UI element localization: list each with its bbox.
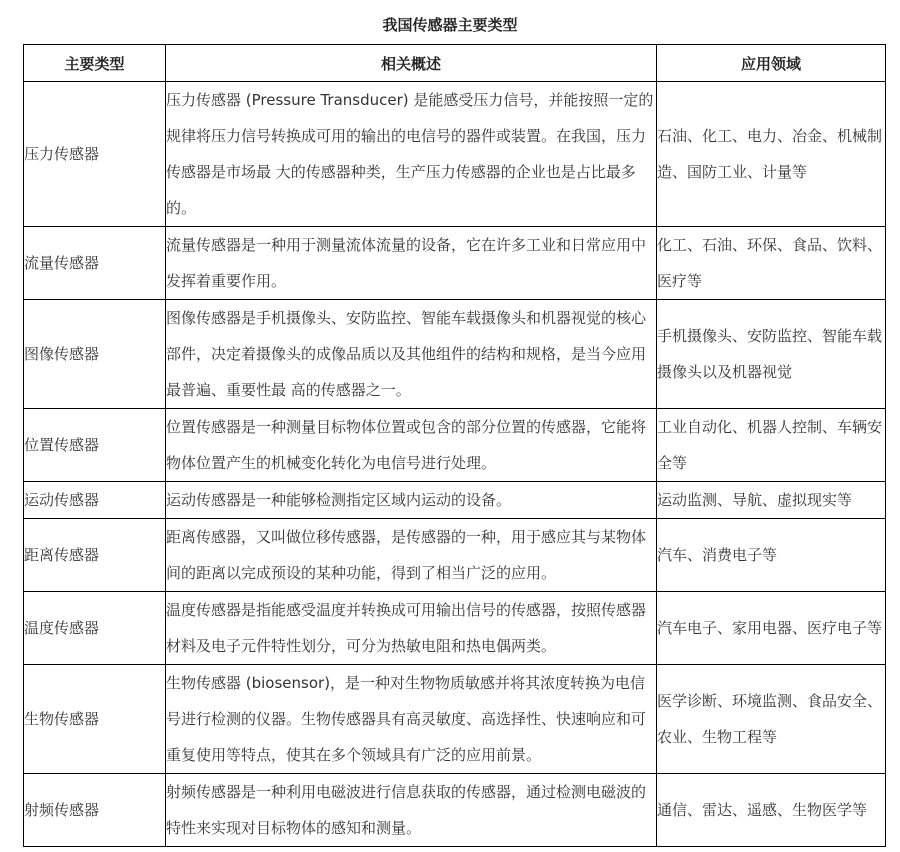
cell-description: 射频传感器是一种利用电磁波进行信息获取的传感器，通过检测电磁波的特性来实现对目标物体的感知和测量。 (166, 774, 657, 847)
cell-application: 医学诊断、环境监测、食品安全、农业、生物工程等 (657, 665, 886, 774)
cell-type: 流量传感器 (24, 227, 166, 300)
cell-type: 距离传感器 (24, 519, 166, 592)
cell-description: 压力传感器 (Pressure Transducer) 是能感受压力信号，并能按照一定的规律将压力信号转换成可用的输出的电信号的器件或装置。在我国，压力传感器是市场最 大的传感器种类，生产压力传感器的企业也是占比最多的。 (166, 82, 657, 227)
table-row (24, 82, 886, 227)
cell-type: 运动传感器 (24, 482, 166, 519)
cell-description: 位置传感器是一种测量目标物体位置或包含的部分位置的传感器，它能将物体位置产生的机械变化转化为电信号进行处理。 (166, 409, 657, 482)
cell-type: 射频传感器 (24, 774, 166, 847)
cell-description: 距离传感器，又叫做位移传感器，是传感器的一种，用于感应其与某物体间的距离以完成预设的某种功能，得到了相当广泛的应用。 (166, 519, 657, 592)
header-application: 应用领域 (657, 45, 886, 82)
table-row (24, 774, 886, 847)
table-row (24, 227, 886, 300)
cell-type: 位置传感器 (24, 409, 166, 482)
table-title: 我国传感器主要类型 (382, 16, 518, 34)
cell-type: 生物传感器 (24, 665, 166, 774)
header-type: 主要类型 (24, 45, 166, 82)
table-row (24, 300, 886, 409)
cell-description: 图像传感器是手机摄像头、安防监控、智能车载摄像头和机器视觉的核心部件，决定着摄像头的成像品质以及其他组件的结构和规格，是当今应用最普遍、重要性最 高的传感器之一。 (166, 300, 657, 409)
sensor-types-table (23, 44, 886, 847)
table-row (24, 592, 886, 665)
cell-application: 手机摄像头、安防监控、智能车载摄像头以及机器视觉 (657, 300, 886, 409)
table-row (24, 665, 886, 774)
cell-description: 运动传感器是一种能够检测指定区域内运动的设备。 (166, 482, 657, 519)
table-row (24, 519, 886, 592)
table-header-row (24, 45, 886, 82)
cell-application: 通信、雷达、遥感、生物医学等 (657, 774, 886, 847)
cell-description: 生物传感器 (biosensor)，是一种对生物物质敏感并将其浓度转换为电信号进行检测的仪器。生物传感器具有高灵敏度、高选择性、快速响应和可重复使用等特点，使其在多个领域具有广泛的应用前景。 (166, 665, 657, 774)
table-row (24, 482, 886, 519)
cell-application: 石油、化工、电力、冶金、机械制造、国防工业、计量等 (657, 82, 886, 227)
cell-application: 汽车电子、家用电器、医疗电子等 (657, 592, 886, 665)
cell-application: 运动监测、导航、虚拟现实等 (657, 482, 886, 519)
table-row (24, 409, 886, 482)
cell-application: 汽车、消费电子等 (657, 519, 886, 592)
cell-description: 流量传感器是一种用于测量流体流量的设备，它在许多工业和日常应用中发挥着重要作用。 (166, 227, 657, 300)
cell-type: 图像传感器 (24, 300, 166, 409)
cell-description: 温度传感器是指能感受温度并转换成可用输出信号的传感器，按照传感器材料及电子元件特性划分，可分为热敏电阻和热电偶两类。 (166, 592, 657, 665)
header-description: 相关概述 (166, 45, 657, 82)
cell-type: 压力传感器 (24, 82, 166, 227)
cell-application: 工业自动化、机器人控制、车辆安全等 (657, 409, 886, 482)
cell-type: 温度传感器 (24, 592, 166, 665)
cell-application: 化工、石油、环保、食品、饮料、医疗等 (657, 227, 886, 300)
